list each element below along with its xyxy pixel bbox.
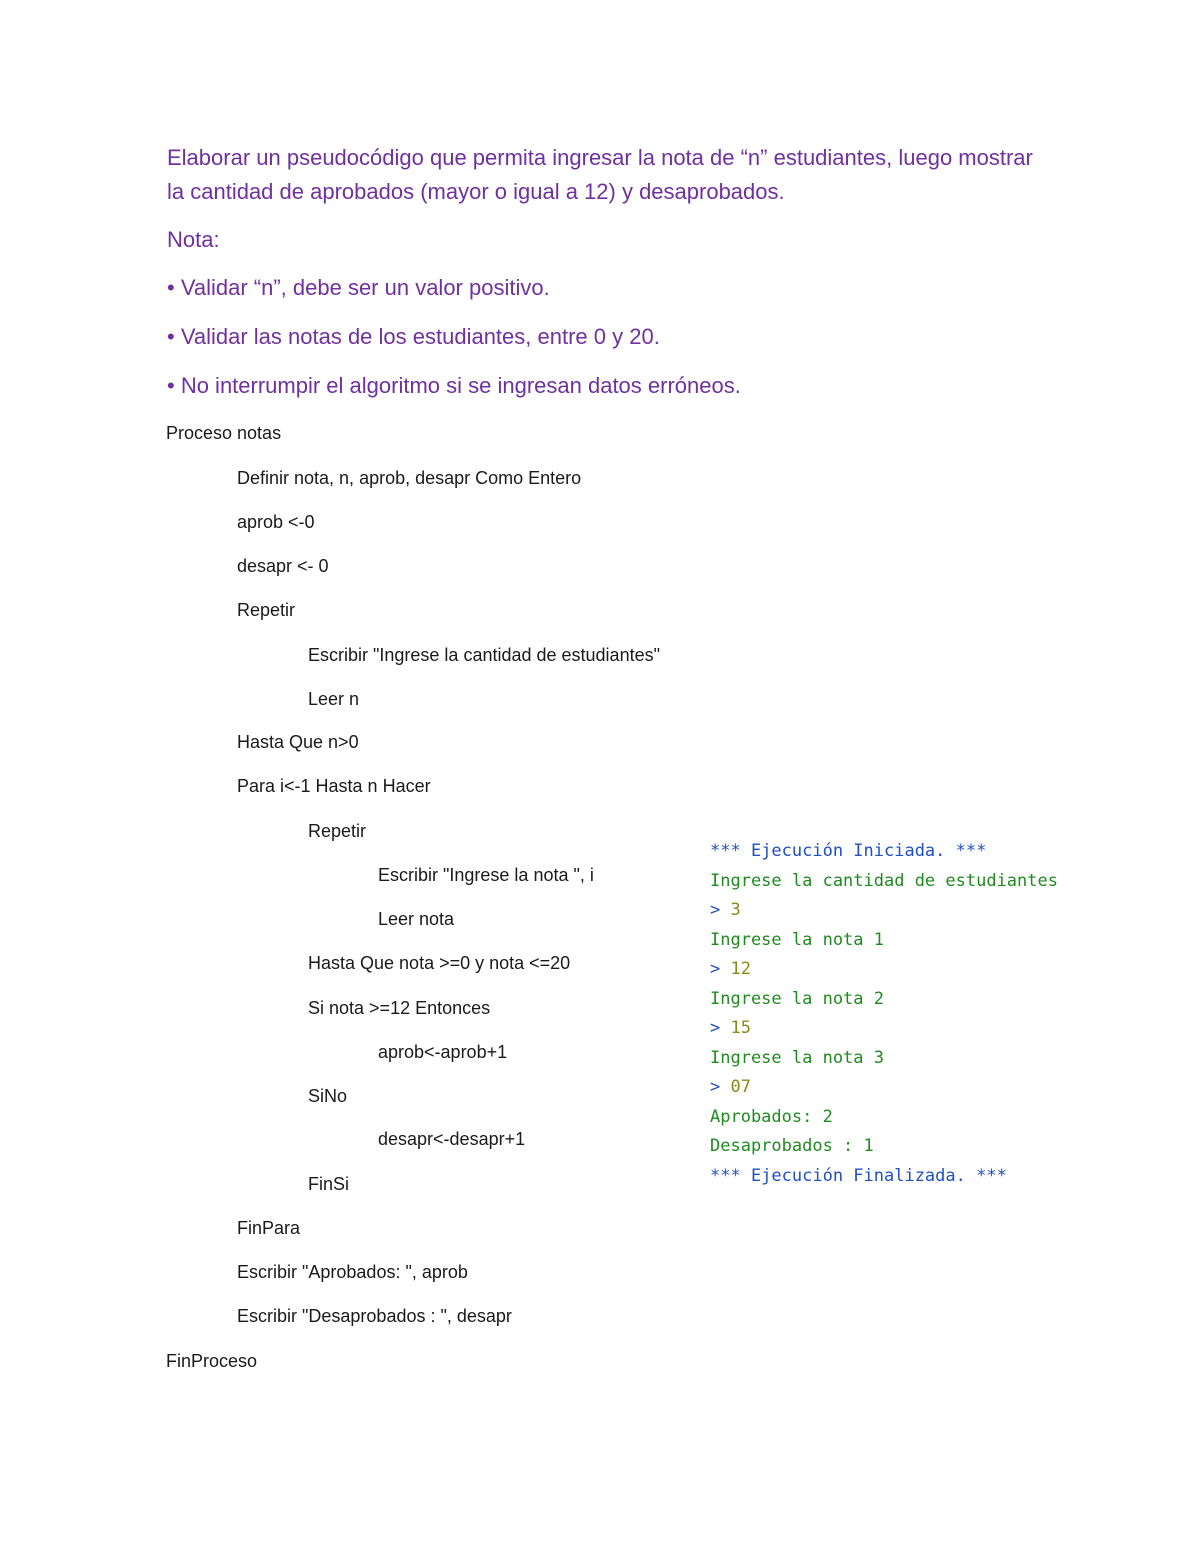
bullet-validate-grades: • Validar las notas de los estudiantes, entre 0 y 20. [167, 324, 660, 349]
prompt-symbol: > [710, 1018, 721, 1038]
code-line: FinPara [237, 1218, 301, 1238]
code-line: desapr<-desapr+1 [378, 1129, 526, 1149]
console-aprobados: Aprobados: 2 [710, 1106, 833, 1127]
console-input-value: 07 [730, 1077, 751, 1097]
console-prompt: Ingrese la nota 3 [710, 1047, 884, 1068]
prompt-symbol: > [710, 959, 721, 979]
code-line: Escribir "Ingrese la nota ", i [378, 865, 594, 885]
code-line: aprob<-aprob+1 [378, 1042, 508, 1062]
code-line: Leer nota [378, 909, 455, 929]
code-line: Escribir "Aprobados: ", aprob [237, 1262, 468, 1282]
code-line: desapr <- 0 [237, 556, 329, 576]
code-line: SiNo [308, 1086, 348, 1106]
code-line: Definir nota, n, aprob, desapr Como Entero [237, 468, 582, 488]
console-prompt: Ingrese la cantidad de estudiantes [710, 870, 1058, 891]
prompt-symbol: > [710, 1077, 721, 1097]
console-desaprobados: Desaprobados : 1 [710, 1136, 874, 1156]
console-input [710, 1073, 1058, 1103]
console-input [710, 955, 1058, 985]
console-input [710, 896, 1058, 926]
console-input [710, 1014, 1058, 1044]
code-line: Hasta Que nota >=0 y nota <=20 [308, 953, 571, 973]
code-line: Repetir [308, 821, 367, 841]
code-line: FinSi [308, 1174, 350, 1194]
nota-heading: Nota: [167, 227, 220, 252]
code-line: FinProceso [166, 1351, 258, 1371]
execution-console [710, 837, 1058, 1191]
code-line: Si nota >=12 Entonces [308, 998, 491, 1018]
console-input-value: 3 [730, 900, 741, 920]
code-line: Leer n [308, 689, 360, 709]
console-start: *** Ejecución Iniciada. *** [710, 841, 987, 861]
prompt-symbol: > [710, 900, 721, 920]
bullet-no-interrupt: • No interrumpir el algoritmo si se ingresan datos erróneos. [167, 373, 741, 398]
code-line: Escribir "Desaprobados : ", desapr [237, 1306, 512, 1326]
code-line: Hasta Que n>0 [237, 732, 359, 752]
code-line: Repetir [237, 600, 296, 620]
code-line: Para i<-1 Hasta n Hacer [237, 776, 431, 796]
console-prompt: Ingrese la nota 2 [710, 988, 884, 1009]
console-end: *** Ejecución Finalizada. *** [710, 1165, 1007, 1186]
console-input-value: 12 [730, 959, 751, 979]
exercise-statement: Elaborar un pseudocódigo que permita ingresar la nota de “n” estudiantes, luego mostrar la cantidad de aprobados (mayor o igual a 12) y desaprobados. [167, 145, 1033, 204]
code-line: aprob <-0 [237, 512, 315, 532]
code-line: Escribir "Ingrese la cantidad de estudiantes" [308, 645, 660, 665]
console-input-value: 15 [730, 1018, 751, 1038]
code-line: Proceso notas [166, 423, 282, 443]
bullet-validate-n: • Validar “n”, debe ser un valor positivo. [167, 275, 550, 300]
console-prompt: Ingrese la nota 1 [710, 929, 884, 950]
